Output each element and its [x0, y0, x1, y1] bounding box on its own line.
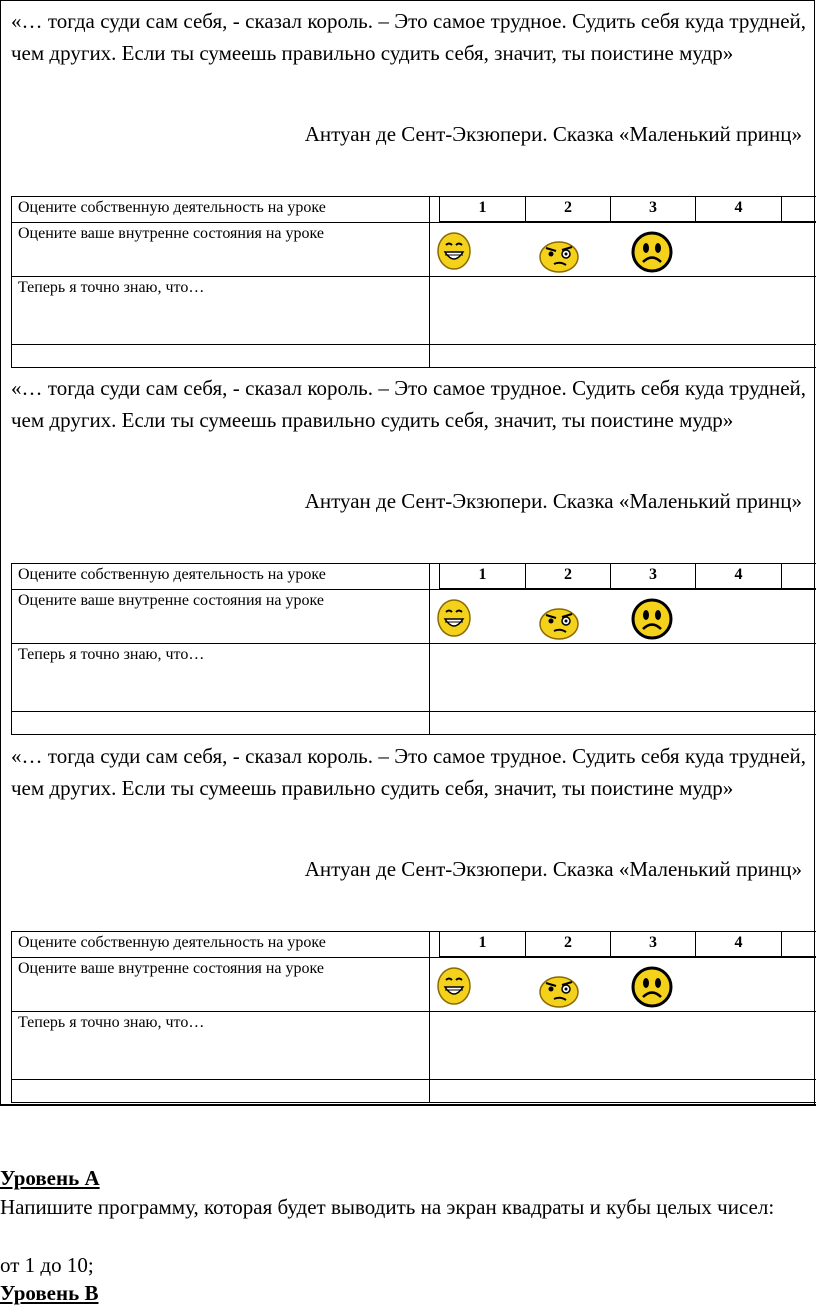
know-label: Теперь я точно знаю, что… [12, 277, 430, 345]
quote-text: «… тогда суди сам себя, - сказал король. – Это самое трудное. Судить себя куда трудней, чем других. Если ты сумеешь правильно судить себя, значит, ты поистине мудр» [11, 376, 806, 432]
sad-face-icon[interactable] [630, 598, 674, 640]
emoji-scale [430, 223, 816, 276]
know-label: Теперь я точно знаю, что… [12, 644, 430, 712]
score-1[interactable]: 1 [440, 197, 526, 223]
level-a-title: Уровень А [0, 1166, 100, 1190]
score-2[interactable]: 2 [526, 932, 611, 958]
activity-label: Оцените собственную деятельность на уроке [12, 932, 430, 958]
score-1[interactable]: 1 [440, 932, 526, 958]
reflection-card [0, 0, 815, 368]
score-3[interactable]: 3 [611, 932, 696, 958]
activity-label: Оцените собственную деятельность на уроке [12, 197, 430, 223]
self-evaluation-table [11, 563, 816, 735]
know-answer-field[interactable] [430, 644, 816, 712]
quote-author: Антуан де Сент-Экзюпери. Сказка «Маленький принц» [304, 122, 802, 146]
state-label: Оцените ваше внутренне состояния на уроке [12, 222, 430, 277]
score-4[interactable]: 4 [696, 564, 782, 590]
score-3[interactable]: 3 [611, 564, 696, 590]
level-a-task: Напишите программу, которая будет выводить на экран квадраты и кубы целых чисел: [0, 1195, 775, 1219]
know-label: Теперь я точно знаю, что… [12, 1012, 430, 1080]
emoji-scale [430, 590, 816, 643]
activity-label: Оцените собственную деятельность на уроке [12, 564, 430, 590]
sad-face-icon[interactable] [630, 231, 674, 273]
quote-author: Антуан де Сент-Экзюпери. Сказка «Маленький принц» [304, 489, 802, 513]
cards-bottom-border [0, 1104, 816, 1106]
skeptical-face-icon[interactable] [538, 237, 580, 273]
laughing-face-icon[interactable] [436, 966, 472, 1006]
quote-text: «… тогда суди сам себя, - сказал король. – Это самое трудное. Судить себя куда трудней, чем других. Если ты сумеешь правильно судить себя, значит, ты поистине мудр» [11, 9, 806, 65]
score-4[interactable]: 4 [696, 932, 782, 958]
quote-author: Антуан де Сент-Экзюпери. Сказка «Маленький принц» [304, 857, 802, 881]
quote-text: «… тогда суди сам себя, - сказал король. – Это самое трудное. Судить себя куда трудней, чем других. Если ты сумеешь правильно судить себя, значит, ты поистине мудр» [11, 744, 806, 800]
level-a-range: от 1 до 10; [0, 1253, 94, 1277]
score-2[interactable]: 2 [526, 197, 611, 223]
state-label: Оцените ваше внутренне состояния на уроке [12, 589, 430, 644]
skeptical-face-icon[interactable] [538, 604, 580, 640]
know-answer-field[interactable] [430, 1012, 816, 1080]
know-answer-field[interactable] [430, 277, 816, 345]
laughing-face-icon[interactable] [436, 231, 472, 271]
laughing-face-icon[interactable] [436, 598, 472, 638]
level-b-title: Уровень В [0, 1281, 99, 1305]
score-4[interactable]: 4 [696, 197, 782, 223]
score-1[interactable]: 1 [440, 564, 526, 590]
self-evaluation-table [11, 931, 816, 1103]
skeptical-face-icon[interactable] [538, 972, 580, 1008]
score-3[interactable]: 3 [611, 197, 696, 223]
sad-face-icon[interactable] [630, 966, 674, 1008]
state-label: Оцените ваше внутренне состояния на уроке [12, 957, 430, 1012]
emoji-scale [430, 958, 816, 1011]
self-evaluation-table [11, 196, 816, 368]
reflection-card [0, 736, 815, 1104]
score-2[interactable]: 2 [526, 564, 611, 590]
reflection-card [0, 368, 815, 736]
